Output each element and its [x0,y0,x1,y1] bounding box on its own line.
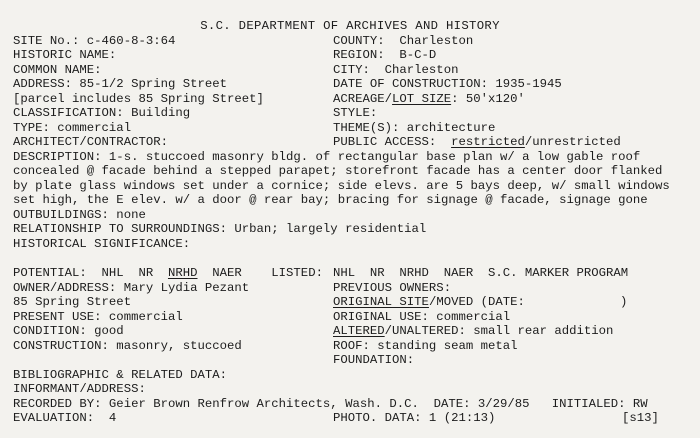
common-name: COMMON NAME: [13,63,102,77]
date-of-construction: DATE OF CONSTRUCTION: 1935-1945 [333,77,562,91]
historic-name: HISTORIC NAME: [13,48,117,62]
acreage-prefix: ACREAGE/ [333,92,393,106]
potential-suffix: NAER LISTED: [197,266,323,280]
description-line-3: by plate glass windows set under a cornice; side elevs. are 5 bays deep, w/ small windows [13,179,670,193]
themes: THEME(S): architecture [333,121,496,135]
address: ADDRESS: 85-1/2 Spring Street [13,77,228,91]
description-line-1: DESCRIPTION: 1-s. stuccoed masonry bldg. of rectangular base plan w/ a low gable roof [13,150,641,164]
construction: CONSTRUCTION: masonry, stuccoed [13,339,242,353]
acreage-lot-size [333,92,525,106]
city: CITY: Charleston [333,63,459,77]
original-site-selected: ORIGINAL SITE [333,295,429,309]
original-use: ORIGINAL USE: commercial [333,310,511,324]
architect-contractor: ARCHITECT/CONTRACTOR: [13,135,168,149]
altered [333,324,613,338]
original-site-close: ) [620,295,628,309]
roof: ROOF: standing seam metal [333,339,518,353]
outbuildings: OUTBUILDINGS: none [13,208,146,222]
relationship-to-surroundings: RELATIONSHIP TO SURROUNDINGS: Urban; largely residential [13,222,427,236]
owner-address: OWNER/ADDRESS: Mary Lydia Pezant [13,281,250,295]
county: COUNTY: Charleston [333,34,474,48]
evaluation: EVALUATION: 4 [13,411,117,425]
owner-street: 85 Spring Street [13,295,132,309]
public-access-selected: restricted [451,135,525,149]
public-access-prefix: PUBLIC ACCESS: [333,135,452,149]
parcel-note: [parcel includes 85 Spring Street] [13,92,264,106]
present-use: PRESENT USE: commercial [13,310,183,324]
potential-prefix: POTENTIAL: NHL NR [13,266,168,280]
original-site-suffix: /MOVED (DATE: [428,295,525,309]
lot-size-selected: LOT SIZE [392,92,452,106]
site-number: SITE No.: c-460-8-3:64 [13,34,176,48]
photo-data: PHOTO. DATA: 1 (21:13) [333,411,496,425]
altered-suffix: /UNALTERED: small rear addition [384,324,614,338]
recorded-by: RECORDED BY: Geier Brown Renfrow Architects, Wash. D.C. DATE: 3/29/85 INITIALED: RW [13,397,648,411]
description-line-2: concealed @ facade behind a stepped parapet; storefront facade has a center door flanked [13,164,663,178]
foundation: FOUNDATION: [333,353,415,367]
public-access [333,135,621,149]
original-site [333,295,525,309]
listed-options: NHL NR NRHD NAER S.C. MARKER PROGRAM [333,266,629,280]
acreage-value: : 50'x120' [451,92,525,106]
bibliographic-data: BIBLIOGRAPHIC & RELATED DATA: [13,368,228,382]
classification: CLASSIFICATION: Building [13,106,191,120]
historical-significance: HISTORICAL SIGNIFICANCE: [13,237,191,251]
informant-address: INFORMANT/ADDRESS: [13,382,146,396]
description-line-4: set high, the E elev. w/ a door @ rear bay; bracing for signage @ facade, signage gone [13,193,648,207]
form-title: S.C. DEPARTMENT OF ARCHIVES AND HISTORY [200,19,500,33]
condition: CONDITION: good [13,324,124,338]
type: TYPE: commercial [13,121,132,135]
altered-selected: ALTERED [333,324,385,338]
region: REGION: B-C-D [333,48,437,62]
potential-selected: NRHD [167,266,198,280]
style: STYLE: [333,106,378,120]
sheet-reference: [s13] [622,411,659,425]
previous-owners: PREVIOUS OWNERS: [333,281,452,295]
public-access-suffix: /unrestricted [524,135,621,149]
potential [13,266,323,280]
